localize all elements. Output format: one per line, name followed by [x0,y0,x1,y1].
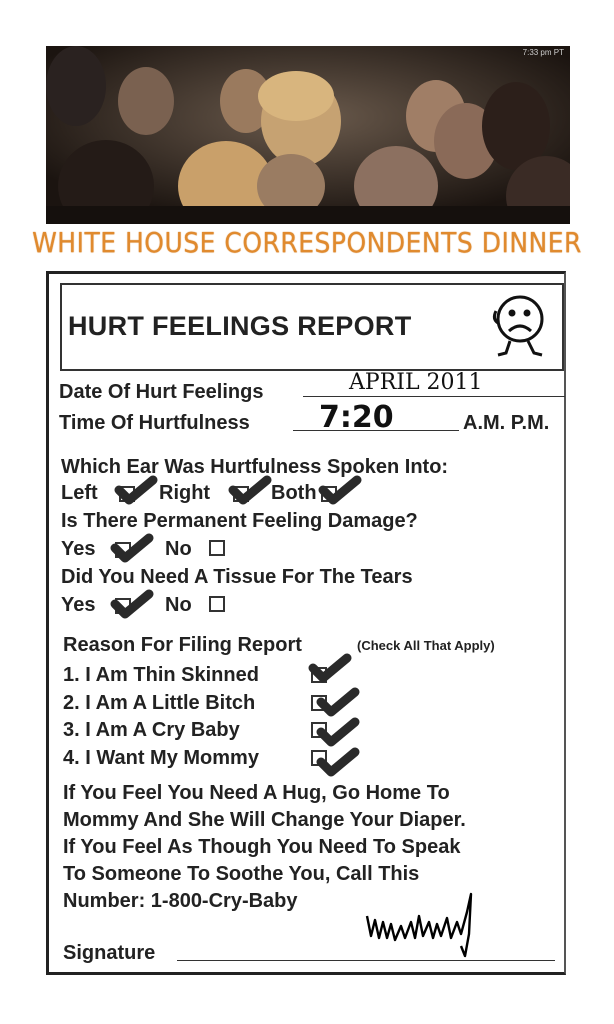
audience-photo [46,46,570,224]
reason-4: 4. I Want My Mommy [63,747,259,769]
damage-no-checkbox[interactable] [209,540,225,556]
tissue-yes-label: Yes [61,594,96,616]
ear-left-label: Left [61,482,98,504]
damage-yes-label: Yes [61,538,96,560]
ear-both-label: Both [271,482,317,504]
closing-line-1: If You Feel You Need A Hug, Go Home To [63,782,450,804]
tissue-question: Did You Need A Tissue For The Tears [61,566,413,588]
closing-line-4: To Someone To Soothe You, Call This [63,863,420,885]
closing-line-3: If You Feel As Though You Need To Speak [63,836,461,858]
crowd-image [46,46,570,224]
photo-timestamp: 7:33 pm PT [522,48,564,57]
reason-3: 3. I Am A Cry Baby [63,719,240,741]
damage-no-label: No [165,538,192,560]
date-line [303,396,565,397]
reason-4-check-mark-icon [315,744,363,780]
date-label: Date Of Hurt Feelings [59,381,264,403]
ear-question: Which Ear Was Hurtfulness Spoken Into: [61,456,449,478]
reason-note: (Check All That Apply) [357,638,495,653]
ear-right-check-mark-icon [227,472,275,508]
tissue-yes-check-mark-icon [109,586,157,622]
reason-heading: Reason For Filing Report [63,634,302,656]
date-value: APRIL 2011 [349,370,483,395]
reason-2: 2. I Am A Little Bitch [63,692,256,714]
signature-line[interactable] [177,960,555,961]
form-title: HURT FEELINGS REPORT [68,311,412,341]
reason-1-check-mark-icon [307,650,355,686]
time-label: Time Of Hurtfulness [59,412,250,434]
reason-1: 1. I Am Thin Skinned [63,664,259,686]
signature-scribble [361,886,479,960]
tissue-no-label: No [165,594,192,616]
hurt-feelings-form [46,271,566,975]
ear-left-check-mark-icon [113,472,161,508]
damage-question: Is There Permanent Feeling Damage? [61,510,418,532]
sad-face-icon [482,289,552,365]
ear-both-check-mark-icon [317,472,365,508]
signature-label: Signature [63,942,156,964]
closing-line-2: Mommy And She Will Change Your Diaper. [63,809,466,831]
am-pm-label: A.M. P.M. [463,412,550,434]
closing-line-5: Number: 1-800-Cry-Baby [63,890,298,912]
ear-right-label: Right [159,482,211,504]
tissue-no-checkbox[interactable] [209,596,225,612]
event-banner: WHITE HOUSE CORRESPONDENTS DINNER [32,226,582,259]
form-title-box [60,283,564,371]
damage-yes-check-mark-icon [109,530,157,566]
time-value: 7:20 [319,400,394,435]
